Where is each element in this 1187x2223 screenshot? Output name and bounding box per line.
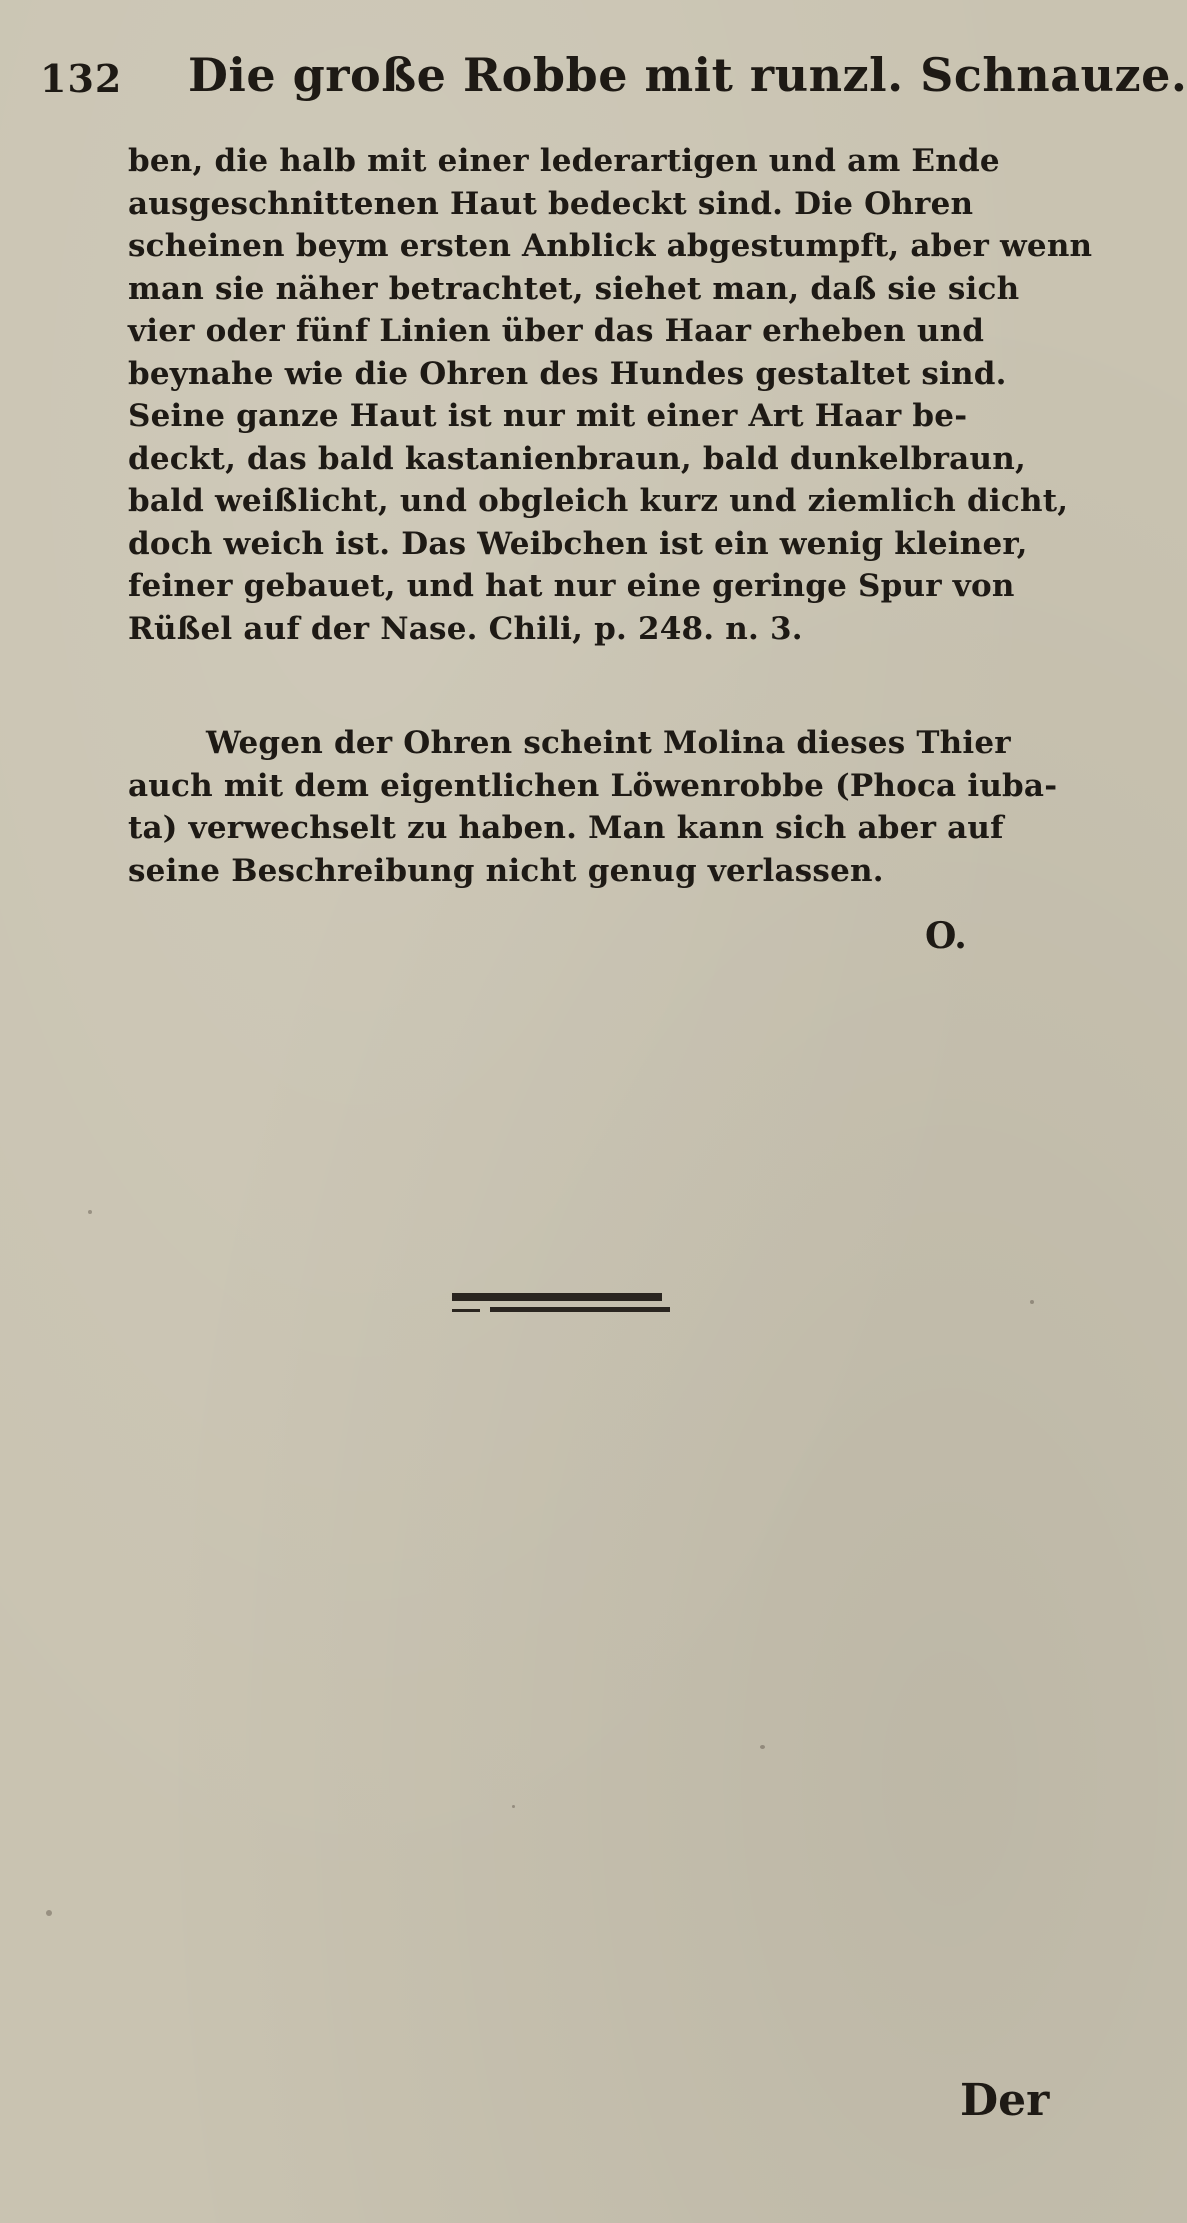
running-head: Die große Robbe mit runzl. Schnauze.	[188, 48, 1187, 102]
divider-short-line	[452, 1309, 480, 1312]
paper-speck	[512, 1805, 515, 1808]
paper-speck	[88, 1210, 92, 1214]
text-line: ta) verwechselt zu haben. Man kann sich aber auf	[128, 810, 1004, 846]
text-line: vier oder fünf Linien über das Haar erheben und	[128, 313, 985, 349]
divider-thin-line	[490, 1307, 670, 1312]
author-signature: O.	[925, 915, 967, 957]
text-line: Wegen der Ohren scheint Molina dieses Thier	[206, 725, 1011, 761]
section-divider-rule	[452, 1293, 670, 1323]
paragraph-2	[128, 722, 1058, 892]
text-line: beynahe wie die Ohren des Hundes gestaltet sind.	[128, 355, 1007, 392]
text-line: man sie näher betrachtet, siehet man, daß sie sich	[128, 270, 1020, 307]
text-line: deckt, das bald kastanienbraun, bald dunkelbraun,	[128, 440, 1026, 477]
text-line: Rüßel auf der Nase. Chili, p. 248. n. 3.	[128, 610, 803, 647]
text-line: feiner gebauet, und hat nur eine geringe Spur von	[128, 568, 1015, 604]
text-line: ausgeschnittenen Haut bedeckt sind. Die Ohren	[128, 185, 974, 222]
text-line: auch mit dem eigentlichen Löwenrobbe (Phoca iuba-	[128, 767, 1058, 804]
paper-speck	[46, 1910, 52, 1916]
catchword: Der	[960, 2075, 1050, 2126]
text-line: doch weich ist. Das Weibchen ist ein wenig kleiner,	[128, 525, 1028, 562]
text-line: ben, die halb mit einer lederartigen und am Ende	[128, 143, 1000, 179]
text-line: bald weißlicht, und obgleich kurz und ziemlich dicht,	[128, 483, 1069, 519]
text-line: seine Beschreibung nicht genug verlassen.	[128, 852, 884, 889]
paragraph-1	[128, 140, 1093, 650]
paper-speck	[760, 1745, 765, 1749]
page-header	[40, 48, 1187, 118]
paper-speck	[1030, 1300, 1034, 1304]
text-line: scheinen beym ersten Anblick abgestumpft, aber wenn	[128, 228, 1093, 264]
text-line: Seine ganze Haut ist nur mit einer Art Haar be-	[128, 398, 968, 434]
divider-thick-line	[452, 1293, 662, 1301]
page-number: 132	[40, 56, 123, 101]
